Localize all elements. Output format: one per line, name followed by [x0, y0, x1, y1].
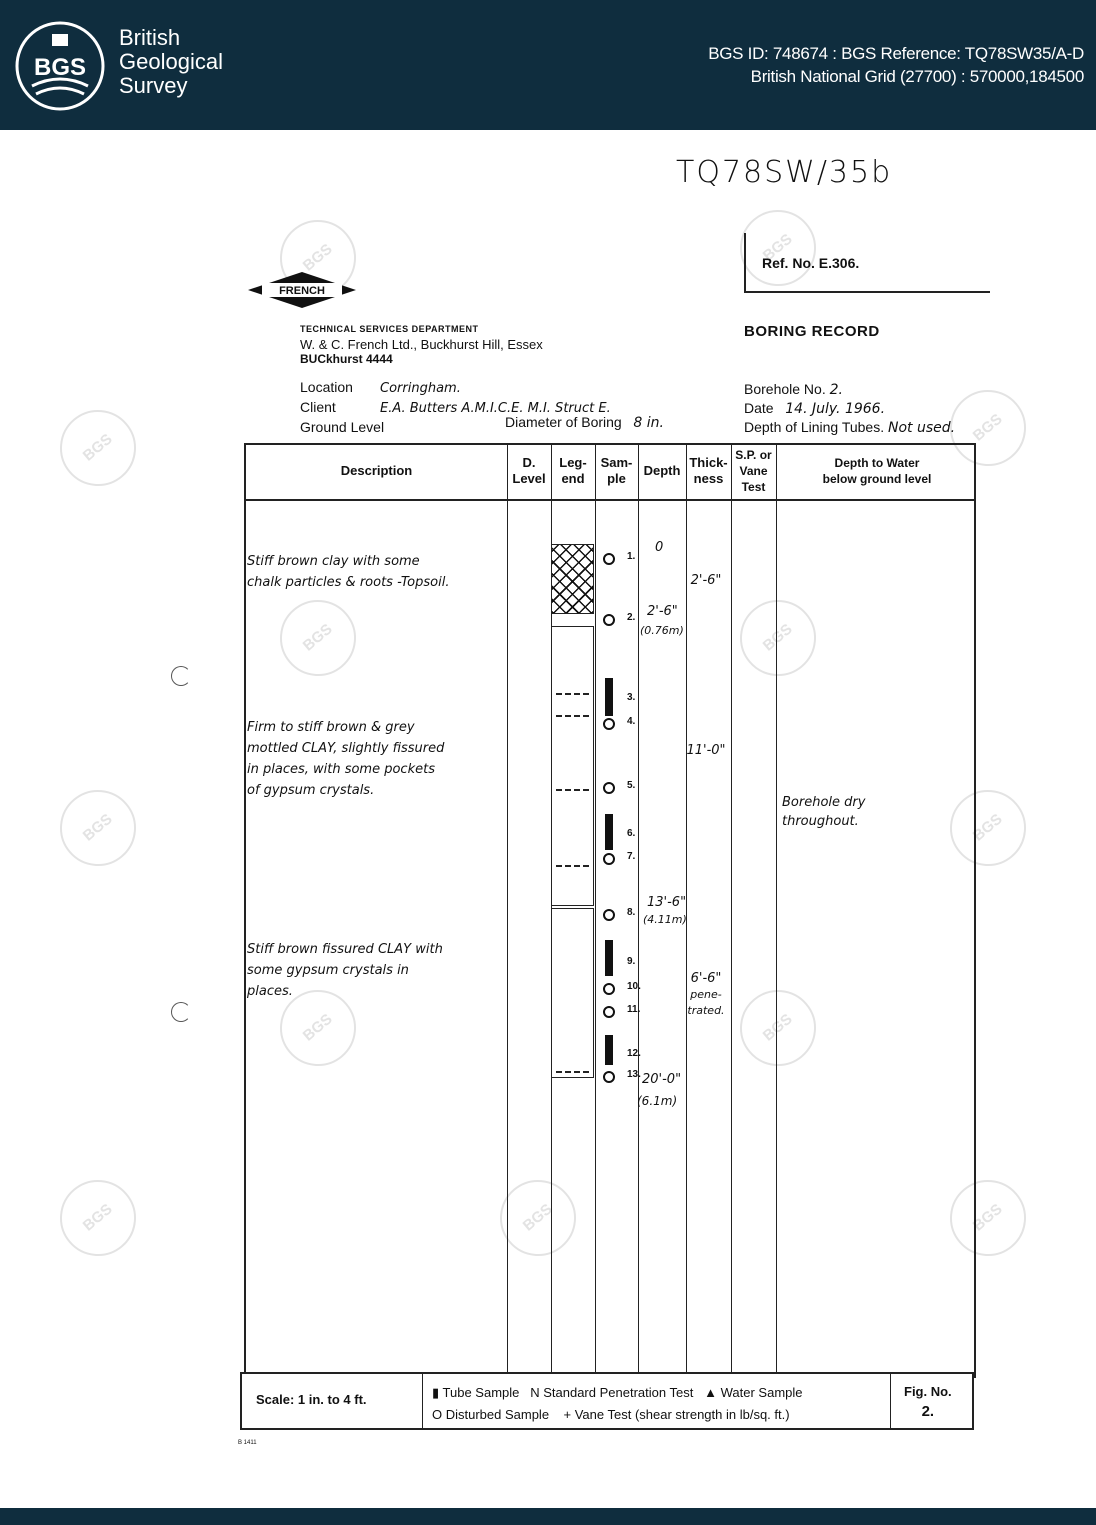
sample-number: 13. — [627, 1069, 641, 1080]
date-value: 14. July. 1966. — [785, 401, 886, 417]
stratum-3-description: Stiff brown fissured CLAY with some gypsum crystals in places. — [247, 942, 443, 999]
header-banner — [0, 0, 1096, 130]
sample-number: 9. — [627, 956, 636, 967]
punch-hole-icon — [171, 1002, 191, 1022]
legend-topsoil — [551, 544, 594, 614]
record-metadata — [708, 42, 1084, 88]
disturbed-sample — [603, 909, 615, 921]
logo-text: BGS — [33, 54, 87, 81]
sample-number: 8. — [627, 907, 636, 918]
watermark: BGS — [724, 584, 831, 691]
watermark: BGS — [934, 1164, 1041, 1271]
date-label: Date — [744, 400, 774, 416]
client-label: Client — [300, 399, 336, 415]
scale: Scale: 1 in. to 4 ft. — [256, 1392, 367, 1407]
header-sample: Sam- ple — [600, 455, 633, 486]
location-value: Corringham. — [380, 381, 461, 396]
disturbed-sample — [603, 1006, 615, 1018]
header-description: Description — [340, 463, 413, 478]
sample-number: 2. — [627, 612, 636, 623]
figure-number: Fig. No. 2. — [904, 1384, 952, 1420]
tube-sample — [605, 1035, 613, 1065]
stratum-2-description: Firm to stiff brown & grey mottled CLAY, slightly fissured in places, with some pockets of gypsum crystals. — [247, 720, 445, 798]
ref-number: Ref. No. E.306. — [762, 255, 860, 271]
key-box — [240, 1372, 974, 1430]
water-observation: Borehole dry throughout. — [782, 795, 866, 829]
depth-value: 0 — [655, 540, 664, 555]
organisation-name — [119, 26, 279, 98]
disturbed-sample — [603, 853, 615, 865]
lining-label: Depth of Lining Tubes. — [744, 419, 885, 435]
company-address: W. & C. French Ltd., Buckhurst Hill, Essex — [300, 337, 543, 352]
sample-number: 1. — [627, 551, 636, 562]
disturbed-sample — [603, 553, 615, 565]
watermark: BGS — [724, 194, 831, 301]
department: TECHNICAL SERVICES DEPARTMENT — [300, 324, 479, 334]
sample-number: 10. — [627, 981, 641, 992]
legend-mottled-clay — [551, 626, 594, 906]
watermark: BGS — [934, 774, 1041, 881]
bgs-id: BGS ID: 748674 : BGS Reference: TQ78SW35/A-D — [708, 44, 1084, 63]
sample-key — [432, 1382, 803, 1426]
depth-value: 20'-0" — [642, 1072, 682, 1087]
diameter-value: 8 in. — [633, 415, 664, 431]
sample-number: 3. — [627, 692, 636, 703]
key-vane-test: + Vane Test (shear strength in lb/sq. ft.) — [563, 1407, 790, 1422]
ground-level-label: Ground Level — [300, 419, 385, 435]
disturbed-sample — [603, 718, 615, 730]
stratum-1-description: Stiff brown clay with some chalk particles & roots -Topsoil. — [247, 554, 450, 590]
footer-bar — [0, 1508, 1096, 1525]
header-d-level: D. Level — [512, 455, 546, 486]
borehole-value: 2. — [829, 382, 843, 398]
thickness-value: 11'-0" — [686, 743, 726, 758]
header-depth: Depth — [643, 463, 681, 478]
sample-number: 11. — [627, 1004, 641, 1015]
company-details — [300, 322, 543, 367]
punch-hole-icon — [171, 666, 191, 686]
key-disturbed-sample: O Disturbed Sample — [432, 1407, 550, 1422]
tube-sample — [605, 940, 613, 976]
tube-sample — [605, 814, 613, 850]
sample-number: 4. — [627, 716, 636, 727]
watermark: BGS — [44, 774, 151, 881]
watermark: BGS — [264, 204, 371, 311]
french-company-logo-icon — [248, 272, 356, 308]
grid-reference: British National Grid (27700) : 570000,184500 — [750, 67, 1084, 86]
org-line-3: Survey — [119, 73, 188, 98]
diameter-row — [505, 414, 664, 431]
borehole-label: Borehole No. — [744, 381, 826, 397]
key-water-sample: ▲ Water Sample — [704, 1385, 803, 1400]
depth-value: 13'-6" — [647, 895, 687, 910]
company-phone: BUCkhurst 4444 — [300, 352, 393, 366]
location-label: Location — [300, 379, 353, 395]
depth-value-metric: (6.1m) — [637, 1094, 678, 1108]
scanned-document — [0, 130, 1096, 1508]
sample-number: 5. — [627, 780, 636, 791]
watermark: BGS — [264, 584, 371, 691]
org-line-2: Geological — [119, 49, 223, 74]
borehole-details — [744, 380, 955, 437]
form-code: B 1411 — [238, 1440, 257, 1446]
document-title: BORING RECORD — [744, 323, 880, 340]
thickness-value: 2'-6" — [690, 573, 722, 588]
tube-sample — [605, 678, 613, 716]
diameter-label: Diameter of Boring — [505, 414, 622, 430]
disturbed-sample — [603, 614, 615, 626]
watermark: BGS — [44, 1164, 151, 1271]
header-thickness: Thick- ness — [689, 455, 728, 486]
key-tube-sample: ▮ Tube Sample — [432, 1385, 520, 1400]
header-water: Depth to Water below ground level — [822, 456, 932, 486]
watermark: BGS — [44, 394, 151, 501]
depth-value: 2'-6" — [647, 604, 678, 619]
watermark: BGS — [724, 974, 831, 1081]
legend-fissured-clay — [551, 908, 594, 1078]
thickness-value: 6'-6" pene- trated. — [687, 971, 725, 1017]
sample-number: 12. — [627, 1048, 641, 1059]
depth-value-metric: (0.76m) — [640, 624, 684, 637]
header-legend: Leg- end — [559, 455, 587, 486]
depth-value-metric: (4.11m) — [643, 913, 687, 926]
disturbed-sample — [603, 1071, 615, 1083]
lining-value: Not used. — [888, 420, 956, 436]
header-spt: S.P. or Vane Test — [735, 448, 772, 494]
disturbed-sample — [603, 782, 615, 794]
bgs-logo-icon — [14, 20, 106, 112]
sample-number: 7. — [627, 851, 636, 862]
sample-number: 6. — [627, 828, 636, 839]
french-logo-text: FRENCH — [279, 285, 325, 297]
org-line-1: British — [119, 25, 181, 50]
client-value: E.A. Butters A.M.I.C.E. M.I. Struct E. — [380, 401, 611, 416]
watermark: BGS — [934, 374, 1041, 481]
watermark: BGS — [484, 1164, 591, 1271]
key-spt: N Standard Penetration Test — [530, 1385, 694, 1400]
handwritten-reference: TQ78SW/35b — [676, 155, 893, 190]
watermark: BGS — [264, 974, 371, 1081]
disturbed-sample — [603, 983, 615, 995]
